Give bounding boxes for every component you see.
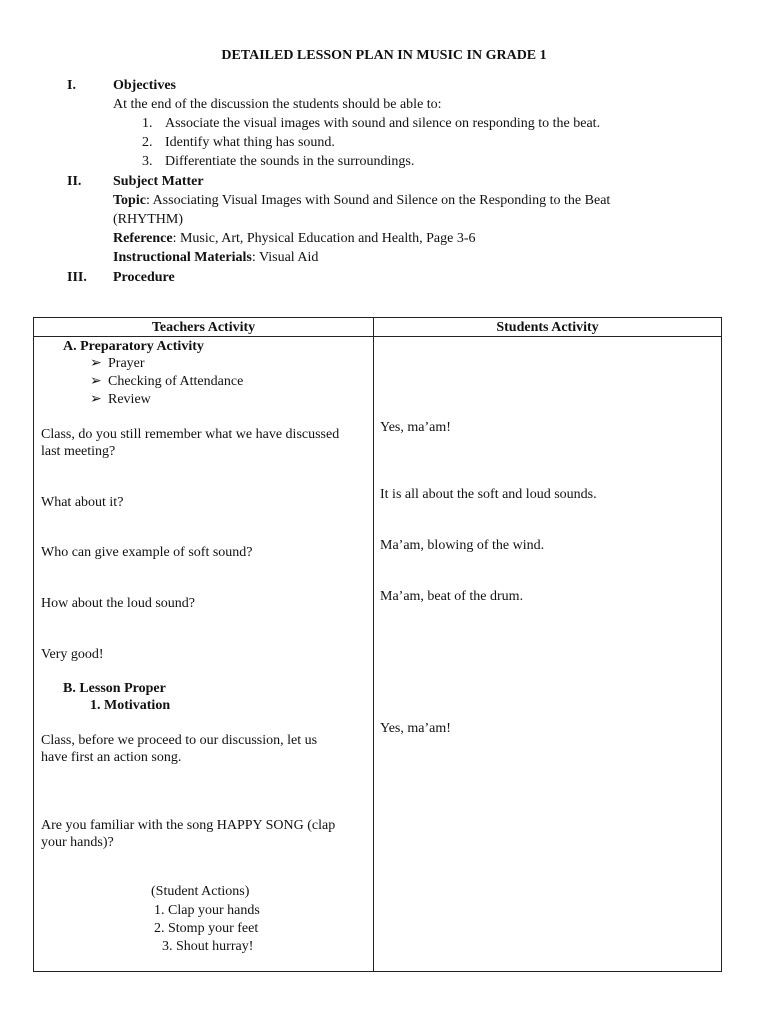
lesson-proper-heading: B. Lesson Proper xyxy=(63,681,166,696)
objective-text: Identify what thing has sound. xyxy=(165,135,335,150)
topic-label: Topic xyxy=(113,193,146,208)
topic-continuation: (RHYTHM) xyxy=(113,212,183,227)
objective-num: 1. xyxy=(142,116,153,131)
teacher-question-cont: your hands)? xyxy=(41,835,114,850)
arrow-bullet-icon: ➢ xyxy=(90,374,102,389)
section-heading-subject-matter: Subject Matter xyxy=(113,174,204,189)
student-answer: Ma’am, blowing of the wind. xyxy=(380,538,545,553)
section-num-objectives: I. xyxy=(67,78,76,93)
reference-text: : Music, Art, Physical Education and Health, Page 3-6 xyxy=(172,231,476,246)
student-answer: Yes, ma’am! xyxy=(380,721,451,736)
section-heading-procedure: Procedure xyxy=(113,270,175,285)
student-answer: It is all about the soft and loud sounds. xyxy=(380,487,597,502)
teacher-question: Who can give example of soft sound? xyxy=(41,545,253,560)
motivation-heading: 1. Motivation xyxy=(90,698,171,713)
header-students-activity: Students Activity xyxy=(496,320,599,335)
student-action-item: 3. Shout hurray! xyxy=(162,939,254,954)
topic-line xyxy=(113,192,610,210)
objective-text: Differentiate the sounds in the surroundings. xyxy=(165,154,415,169)
teacher-question: Are you familiar with the song HAPPY SONG (clap xyxy=(41,818,336,833)
topic-text: : Associating Visual Images with Sound and Silence on the Responding to the Beat xyxy=(145,193,611,208)
column-divider xyxy=(373,318,374,971)
student-action-item: 1. Clap your hands xyxy=(154,903,260,918)
section-num-procedure: III. xyxy=(67,270,87,285)
teacher-remark: Very good! xyxy=(41,647,104,662)
arrow-bullet-icon: ➢ xyxy=(90,392,102,407)
document-title: DETAILED LESSON PLAN IN MUSIC IN GRADE 1 xyxy=(221,48,547,63)
reference-line xyxy=(113,230,475,248)
bullet-item: ➢ Prayer xyxy=(90,356,145,371)
materials-label: Instructional Materials xyxy=(113,250,252,265)
arrow-bullet-icon: ➢ xyxy=(90,356,102,371)
procedure-table xyxy=(33,317,722,972)
student-answer: Yes, ma’am! xyxy=(380,420,451,435)
materials-text: : Visual Aid xyxy=(251,250,319,265)
teacher-question: What about it? xyxy=(41,495,124,510)
teacher-question: Class, do you still remember what we have discussed xyxy=(41,427,340,442)
preparatory-activity-heading: A. Preparatory Activity xyxy=(63,339,204,354)
objective-text: Associate the visual images with sound and silence on responding to the beat. xyxy=(165,116,601,131)
section-heading-objectives: Objectives xyxy=(113,78,176,93)
objective-num: 3. xyxy=(142,154,153,169)
reference-label: Reference xyxy=(113,231,173,246)
student-action-item: 2. Stomp your feet xyxy=(154,921,259,936)
materials-line xyxy=(113,249,318,267)
bullet-item: ➢ Checking of Attendance xyxy=(90,374,244,389)
objective-num: 2. xyxy=(142,135,153,150)
teacher-statement: Class, before we proceed to our discussion, let us xyxy=(41,733,318,748)
student-actions-heading: (Student Actions) xyxy=(151,884,250,899)
header-teachers-activity: Teachers Activity xyxy=(151,320,256,335)
header-divider xyxy=(34,336,721,337)
teacher-question-cont: last meeting? xyxy=(41,444,116,459)
bullet-item: ➢ Review xyxy=(90,392,151,407)
student-answer: Ma’am, beat of the drum. xyxy=(380,589,524,604)
teacher-statement-cont: have first an action song. xyxy=(41,750,182,765)
section-num-subject-matter: II. xyxy=(67,174,82,189)
teacher-question: How about the loud sound? xyxy=(41,596,195,611)
objectives-intro: At the end of the discussion the students should be able to: xyxy=(113,97,442,112)
